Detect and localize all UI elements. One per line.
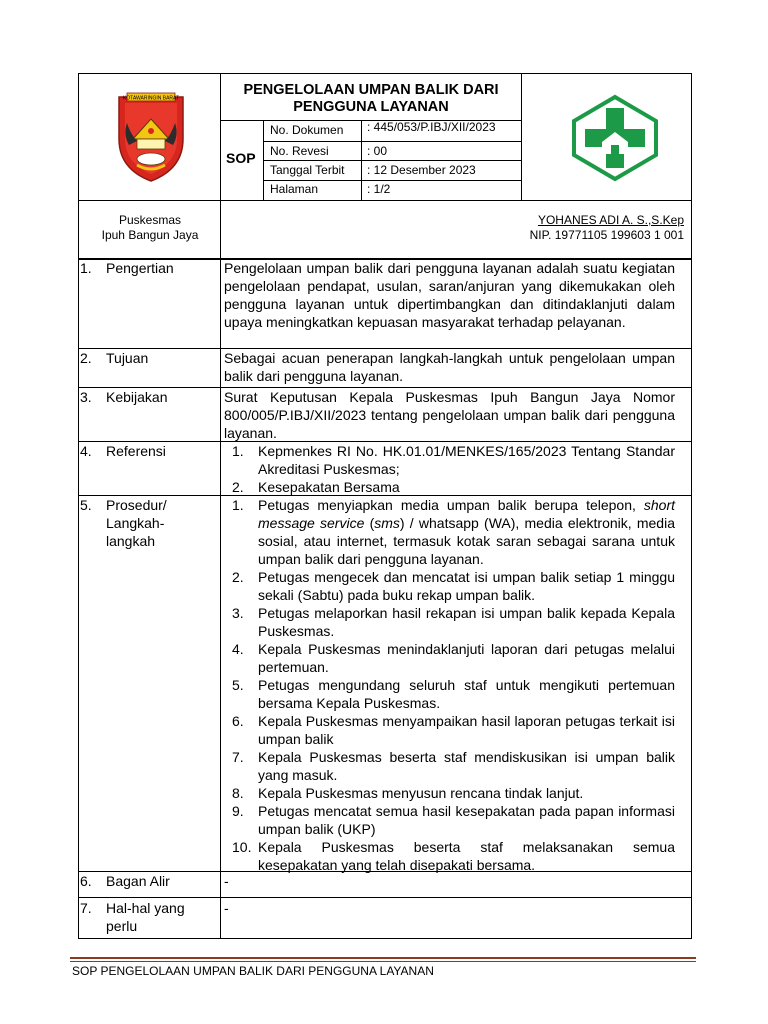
section-text-pengertian: Pengelolaan umpan balik dari pengguna layanan adalah suatu kegiatan pengelolaan pendapat, usulan, saran/anjuran yang dikemukakan oleh pengguna layanan untuk dipertimbangkan dan ditindaklanjuti dalam upaya meningkatkan kepuasan masyarakat terhadap pelayanan. [224, 260, 675, 330]
list-item [224, 640, 675, 676]
list-number: 9. [232, 803, 244, 819]
list-text: Kepala Puskesmas beserta staf mendiskusikan isi umpan balik yang masuk. [258, 749, 675, 783]
label-line: Langkah- [106, 515, 165, 531]
footer-text: SOP PENGELOLAAN UMPAN BALIK DARI PENGGUNA LAYANAN [72, 964, 434, 978]
section-text-tujuan: Sebagai acuan penerapan langkah-langkah untuk pengelolaan umpan balik dari pengguna layanan. [224, 350, 675, 384]
document-title: PENGELOLAAN UMPAN BALIK DARI PENGGUNA LAYANAN [243, 82, 499, 115]
section-text-kebijakan: Surat Keputusan Kepala Puskesmas Ipuh Bangun Jaya Nomor 800/005/P.IBJ/XII/2023 tentang pengelolaan umpan balik dari pengguna layanan. [224, 389, 675, 441]
section-label-pengertian: Pengertian [106, 260, 174, 276]
section-number: 3. [80, 389, 92, 405]
list-text: Petugas mencatat semua hasil kesepakatan pada papan informasi umpan balik (UKP) [258, 803, 675, 837]
footer-rule [70, 961, 696, 962]
list-number: 7. [232, 749, 244, 765]
list-number: 2. [232, 479, 244, 495]
signer-block [530, 213, 684, 243]
list-number: 1. [232, 443, 244, 459]
header-right-divider [521, 73, 522, 200]
list-item [224, 442, 675, 478]
list-number: 6. [232, 713, 244, 729]
meta-value-no-revesi: : 00 [367, 144, 388, 158]
section-label-tujuan: Tujuan [106, 350, 149, 366]
list-text: Kepala Puskesmas menindaklanjuti laporan dari petugas melalui pertemuan. [258, 641, 675, 675]
signer-nip: NIP. 19771105 199603 1 001 [529, 228, 684, 242]
referensi-list [224, 442, 675, 496]
list-number: 5. [232, 677, 244, 693]
list-number: 2. [232, 569, 244, 585]
meta-row-line [263, 180, 521, 181]
list-item [224, 478, 675, 496]
footer-rule [70, 957, 696, 959]
label-line: Prosedur/ [106, 497, 167, 513]
list-text: Kesepakatan Bersama [258, 479, 400, 495]
section-number: 1. [80, 260, 92, 276]
label-line: langkah [106, 533, 156, 549]
list-text: Petugas melaporkan hasil rekapan isi umpan balik kepada Kepala Puskesmas. [258, 605, 675, 639]
section-text-bagan-alir: - [224, 873, 229, 889]
meta-label-no-revesi: No. Revesi [270, 144, 329, 158]
list-text-italic: short message service [258, 497, 675, 531]
list-text-part: ) / whatsapp (WA), media elektronik, media sosial, atau internet, termasuk kotak saran sebagai sarana untuk umpan balik dari pengguna layanan. [258, 515, 675, 567]
list-text: Kepala Puskesmas menyusun rencana tindak lanjut. [258, 785, 584, 801]
section-label-referensi: Referensi [106, 443, 166, 459]
list-number: 4. [232, 641, 244, 657]
list-text: Kepala Puskesmas menyampaikan hasil laporan petugas terkait isi umpan balik [258, 713, 675, 747]
row-line [78, 897, 692, 898]
signer-name: YOHANES ADI A. S.,S.Kep [537, 213, 684, 227]
meta-value-no-dokumen: : 445/053/P.IBJ/XII/2023 [367, 120, 496, 134]
meta-label-halaman: Halaman [270, 182, 319, 196]
label-line: Hal-hal yang [106, 900, 185, 916]
section-text-hal-hal: - [224, 900, 229, 916]
list-item [224, 712, 675, 748]
list-item [224, 568, 675, 604]
puskesmas-line1: Puskesmas [118, 213, 182, 227]
meta-value-tanggal-terbit: : 12 Desember 2023 [367, 163, 476, 177]
list-item [224, 676, 675, 712]
section-label-bagan-alir: Bagan Alir [106, 873, 170, 889]
list-text: Petugas mengecek dan mencatat isi umpan balik setiap 1 minggu sekali (Sabtu) pada buku rekap umpan balik. [258, 569, 675, 603]
list-text: Kepmenkes RI No. HK.01.01/MENKES/165/2023 Tentang Standar Akreditasi Puskesmas; [258, 443, 675, 477]
list-number: 1. [232, 497, 244, 513]
logo-banner-text: KOTAWARINGIN BARAT [122, 95, 180, 102]
list-text-italic: sms [374, 515, 400, 531]
section-number: 2. [80, 350, 92, 366]
list-item [224, 838, 675, 874]
list-number: 10. [232, 839, 252, 855]
section-number: 4. [80, 443, 92, 459]
health-cross-logo [568, 94, 662, 182]
prosedur-list [224, 496, 675, 874]
list-number: 3. [232, 605, 244, 621]
meta-label-tanggal-terbit: Tanggal Terbit [270, 163, 345, 177]
list-text-part: Petugas menyiapkan media umpan balik berupa telepon, [258, 497, 644, 513]
list-text: Kepala Puskesmas beserta staf melaksanakan semua kesepakatan yang telah disepakati bersama. [258, 839, 675, 873]
list-item [224, 604, 675, 640]
puskesmas-name [80, 213, 220, 243]
section-number: 7. [80, 900, 92, 916]
meta-row-line [263, 160, 521, 161]
list-item [224, 784, 675, 802]
list-item [224, 802, 675, 838]
label-line: perlu [106, 918, 138, 934]
puskesmas-line2: Ipuh Bangun Jaya [101, 228, 199, 242]
list-text-part: ( [364, 515, 375, 531]
list-item [224, 496, 675, 568]
sop-label: SOP [226, 150, 256, 166]
section-number: 5. [80, 497, 92, 513]
section-label-hal-hal [106, 899, 185, 935]
meta-value-halaman: : 1/2 [367, 182, 391, 196]
meta-row-line [263, 141, 521, 142]
section-number: 6. [80, 873, 92, 889]
meta-label-no-dokumen: No. Dokumen [270, 123, 344, 137]
list-number: 8. [232, 785, 244, 801]
list-item [224, 748, 675, 784]
section-label-prosedur [106, 496, 167, 550]
header-mid-line [78, 200, 692, 201]
list-text: Petugas mengundang seluruh staf untuk mengikuti pertemuan bersama Kepala Puskesmas. [258, 677, 675, 711]
section-label-kebijakan: Kebijakan [106, 389, 168, 405]
regional-emblem-logo [113, 89, 189, 185]
